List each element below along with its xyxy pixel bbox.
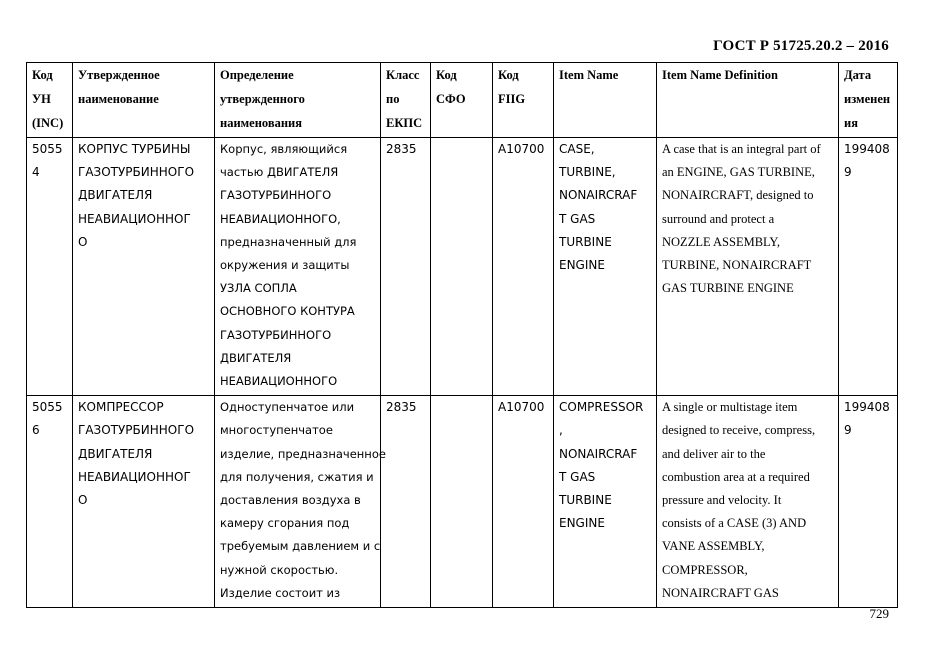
table-header-row <box>27 63 898 138</box>
cell-sfo-code <box>431 138 493 396</box>
column-header-item-definition: Item Name Definition <box>657 63 839 138</box>
column-header-approved-name: Утвержденное наименование <box>73 63 215 138</box>
cell-item-definition: A single or multistage item designed to receive, compress, and deliver air to the combustion area at a required pressure and velocity. It consists of a CASE (3) AND VANE ASSEMBLY, COMPRESSOR, NONAIRCRAFT GAS <box>657 396 839 608</box>
cell-ekps-class: 2835 <box>381 138 431 396</box>
cell-item-definition: A case that is an integral part of an ENGINE, GAS TURBINE, NONAIRCRAFT, designed to surround and protect a NOZZLE ASSEMBLY, TURBINE, NONAIRCRAFT GAS TURBINE ENGINE <box>657 138 839 396</box>
cell-approved-name: КОРПУС ТУРБИНЫ ГАЗОТУРБИННОГО ДВИГАТЕЛЯ НЕАВИАЦИОННОГ О <box>73 138 215 396</box>
cell-inc: 50556 <box>27 396 73 608</box>
cell-item-name: CASE, TURBINE, NONAIRCRAF T GAS TURBINE ENGINE <box>554 138 657 396</box>
column-header-change-date: Дата изменен ия <box>839 63 898 138</box>
cell-inc: 50554 <box>27 138 73 396</box>
classification-table <box>26 62 898 608</box>
cell-fiig-code: A10700 <box>493 138 554 396</box>
cell-change-date: 1994089 <box>839 396 898 608</box>
cell-definition: Одноступенчатое или многоступенчатое изделие, предназначенное для получения, сжатия и доставления воздуха в камеру сгорания под требуемым давлением и с нужной скоростью. Изделие состоит из <box>215 396 381 608</box>
column-header-item-name: Item Name <box>554 63 657 138</box>
page-number: 729 <box>869 606 889 621</box>
cell-change-date: 1994089 <box>839 138 898 396</box>
table-row <box>27 396 898 608</box>
column-header-definition: Определение утвержденного наименования <box>215 63 381 138</box>
cell-item-name: COMPRESSOR , NONAIRCRAF T GAS TURBINE ENGINE <box>554 396 657 608</box>
cell-ekps-class: 2835 <box>381 396 431 608</box>
column-header-inc: Код УН (INC) <box>27 63 73 138</box>
document-header: ГОСТ Р 51725.20.2 – 2016 <box>713 38 889 54</box>
column-header-ekps-class: Класс по ЕКПС <box>381 63 431 138</box>
table-row <box>27 138 898 396</box>
cell-approved-name: КОМПРЕССОР ГАЗОТУРБИННОГО ДВИГАТЕЛЯ НЕАВИАЦИОННОГ О <box>73 396 215 608</box>
column-header-sfo-code: Код СФО <box>431 63 493 138</box>
column-header-fiig-code: Код FIIG <box>493 63 554 138</box>
cell-fiig-code: A10700 <box>493 396 554 608</box>
cell-sfo-code <box>431 396 493 608</box>
cell-definition: Корпус, являющийся частью ДВИГАТЕЛЯ ГАЗОТУРБИННОГО НЕАВИАЦИОННОГО, предназначенный для окружения и защиты УЗЛА СОПЛА ОСНОВНОГО КОНТУРА ГАЗОТУРБИННОГО ДВИГАТЕЛЯ НЕАВИАЦИОННОГО <box>215 138 381 396</box>
